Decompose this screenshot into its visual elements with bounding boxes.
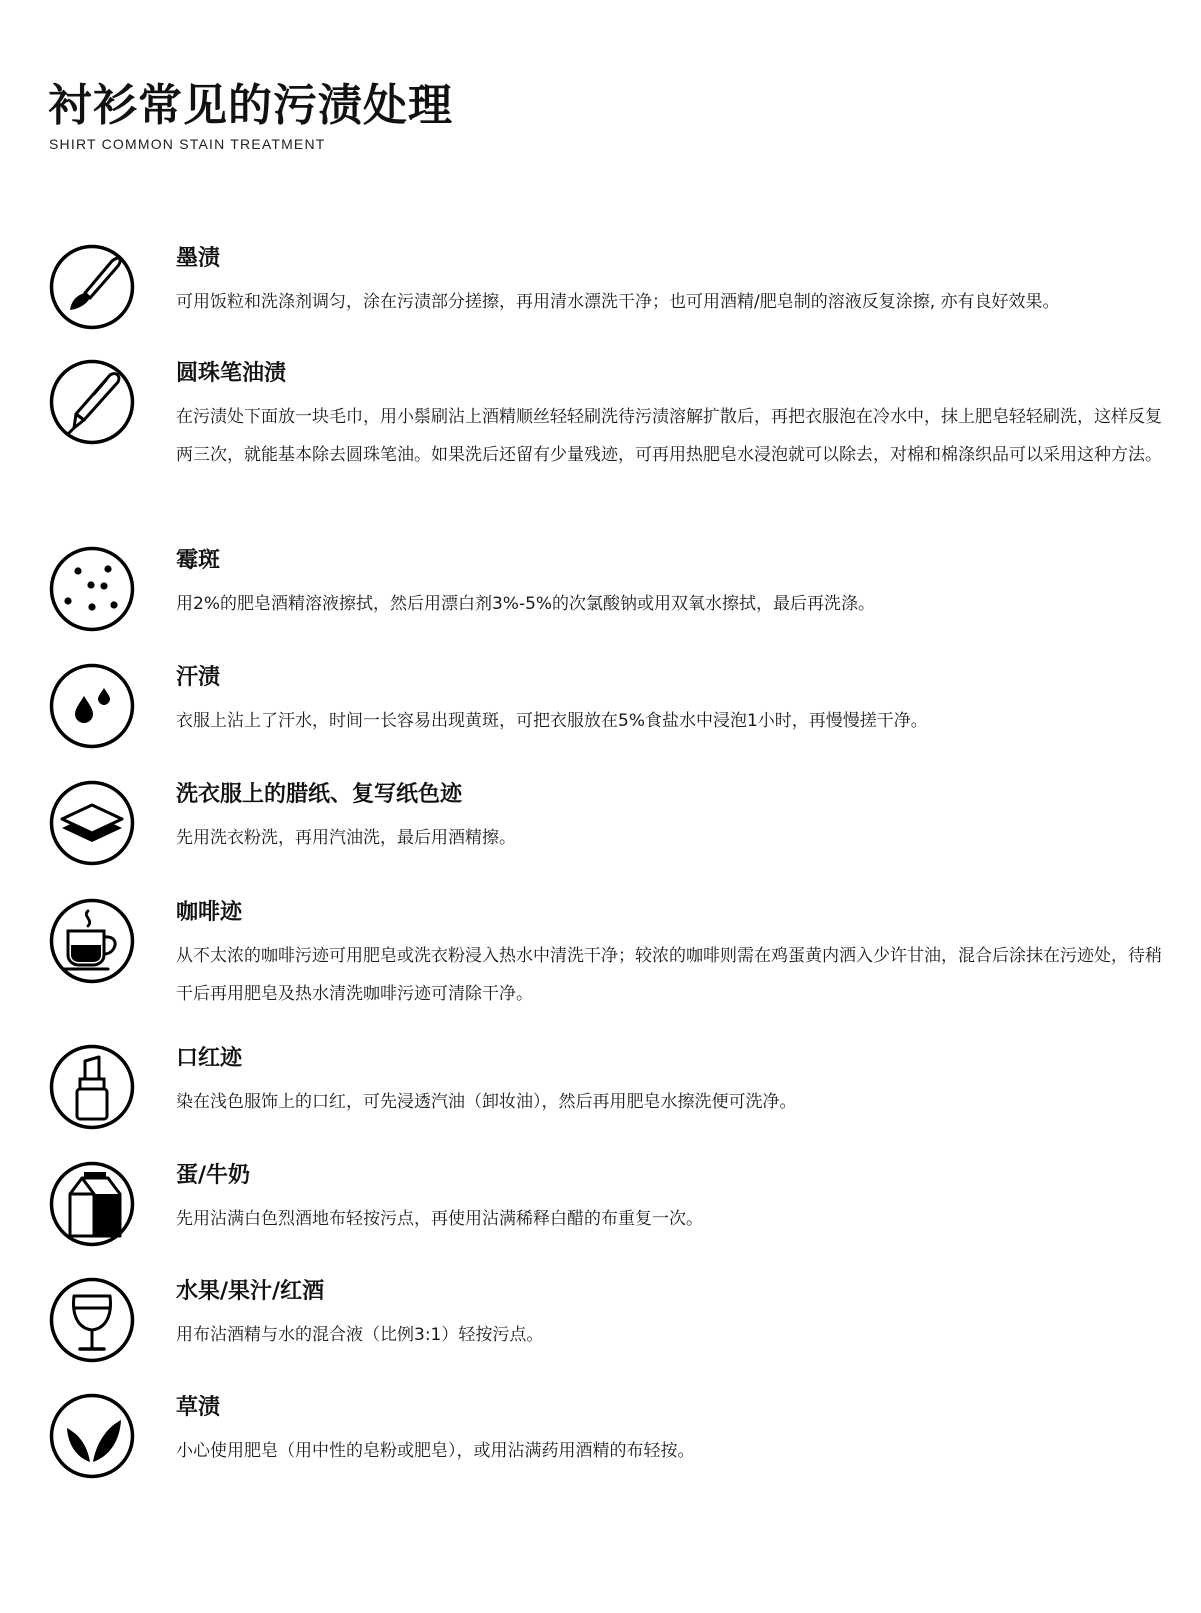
list-item: [48, 358, 1168, 508]
item-title: 口红迹: [176, 1046, 243, 1071]
water-drops-icon: [48, 662, 136, 750]
item-title: 圆珠笔油渍: [176, 361, 287, 386]
item-title: 水果/果汁/红酒: [176, 1279, 325, 1304]
item-description: 用布沾酒精与水的混合液（比例3:1）轻按污点。: [176, 1325, 544, 1345]
coffee-cup-icon: [48, 897, 136, 985]
pen-icon: [48, 358, 136, 446]
list-item: [48, 1160, 1168, 1250]
item-title: 洗衣服上的腊纸、复写纸色迹: [176, 782, 463, 807]
page-subtitle: SHIRT COMMON STAIN TREATMENT: [49, 136, 326, 152]
paper-stack-icon: [48, 779, 136, 867]
lipstick-icon: [48, 1043, 136, 1131]
item-title: 草渍: [176, 1395, 221, 1420]
item-description: 染在浅色服饰上的口红，可先浸透汽油（卸妆油），然后再用肥皂水擦洗便可洗净。: [176, 1092, 797, 1112]
wine-glass-icon: [48, 1276, 136, 1364]
item-title: 霉斑: [176, 548, 221, 573]
list-item: [48, 1392, 1168, 1482]
list-item: [48, 243, 1168, 333]
item-title: 汗渍: [176, 665, 221, 690]
item-title: 咖啡迹: [176, 900, 243, 925]
leaf-icon: [48, 1392, 136, 1480]
item-description: 先用沾满白色烈酒地布轻按污点，再使用沾满稀释白醋的布重复一次。: [176, 1209, 703, 1229]
item-title: 墨渍: [176, 246, 221, 271]
item-description: 用2%的肥皂酒精溶液擦拭，然后用漂白剂3%-5%的次氯酸钠或用双氧水擦拭，最后再洗涤。: [176, 594, 876, 614]
milk-carton-icon: [48, 1160, 136, 1248]
item-description: 先用洗衣粉洗，再用汽油洗，最后用酒精擦。: [176, 828, 516, 848]
page-title: 衬衫常见的污渍处理: [48, 80, 453, 131]
item-description: 衣服上沾上了汗水，时间一长容易出现黄斑，可把衣服放在5%食盐水中浸泡1小时，再慢慢搓干净。: [176, 711, 928, 731]
list-item: [48, 779, 1168, 869]
list-item: [48, 897, 1168, 1007]
brush-icon: [48, 243, 136, 331]
list-item: [48, 545, 1168, 635]
list-item: [48, 1276, 1168, 1366]
item-description: 可用饭粒和洗涤剂调匀，涂在污渍部分搓擦，再用清水漂洗干净；也可用酒精/肥皂制的溶液反复涂擦, 亦有良好效果。: [176, 292, 1060, 312]
dots-icon: [48, 545, 136, 633]
list-item: [48, 1043, 1168, 1133]
list-item: [48, 662, 1168, 752]
item-description: 从不太浓的咖啡污迹可用肥皂或洗衣粉浸入热水中清洗干净；较浓的咖啡则需在鸡蛋黄内洒入少许甘油，混合后涂抹在污迹处，待稍干后再用肥皂及热水清洗咖啡污迹可清除干净。: [176, 946, 1162, 1004]
item-title: 蛋/牛奶: [176, 1163, 251, 1188]
item-description: 在污渍处下面放一块毛巾，用小鬃刷沾上酒精顺丝轻轻刷洗待污渍溶解扩散后，再把衣服泡在冷水中，抹上肥皂轻轻刷洗，这样反复两三次，就能基本除去圆珠笔油。如果洗后还留有少量残迹，可再用热肥皂水浸泡就可以除去，对棉和棉涤织品可以采用这种方法。: [176, 407, 1162, 465]
item-description: 小心使用肥皂（用中性的皂粉或肥皂），或用沾满药用酒精的布轻按。: [176, 1441, 695, 1461]
